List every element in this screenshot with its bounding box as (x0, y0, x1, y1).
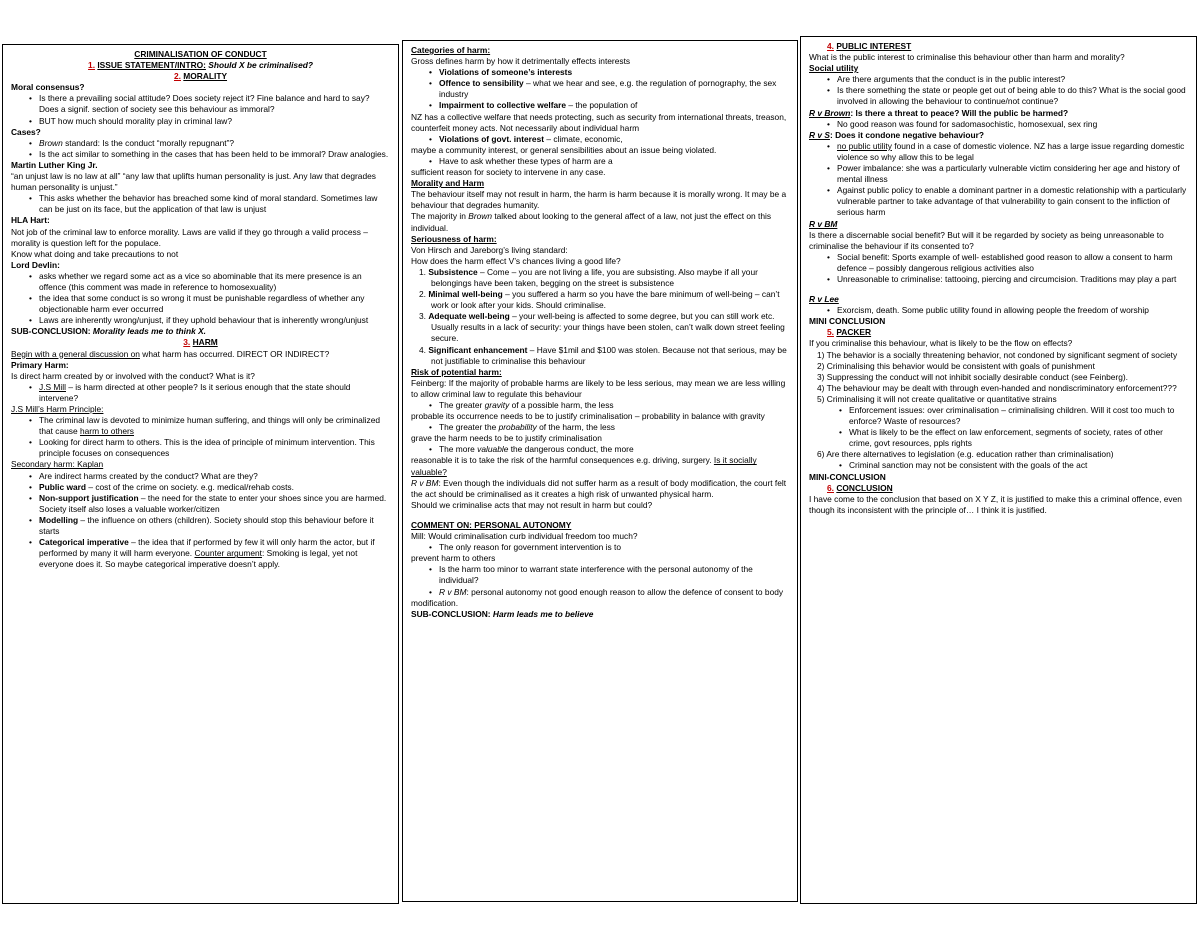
bullet-list (411, 444, 789, 455)
list-item (439, 100, 789, 111)
case-heading (809, 108, 1188, 119)
list-item: • Is there a prevailing social attitude? Does society reject it? Fine balance and hard to say? Does a signif. section of society see this behaviour as immoral? (39, 93, 390, 115)
term: Subsistence (428, 266, 478, 277)
list-item: • the idea that some conduct is so wrong it must be punishable regardless of whether any objectionable harm ever occurred (39, 293, 390, 315)
list-text: The greater the (439, 422, 499, 433)
term: Public ward (39, 481, 87, 492)
list-text: The greater (439, 400, 485, 410)
term: Impairment to collective welfare (439, 100, 567, 111)
bullet-list (411, 134, 789, 145)
term: Violations of govt. interest (439, 133, 545, 144)
section-heading: PUBLIC INTEREST (836, 41, 912, 51)
list-item: • Looking for direct harm to others. This is the idea of principle of minimum intervention. This principle focuses on consequences (39, 437, 390, 459)
list-item: • Are there arguments that the conduct is in the public interest? (837, 74, 1188, 85)
section-number: 5. (827, 327, 834, 338)
subheading: Secondary harm: Kaplan (11, 459, 104, 470)
subheading: Seriousness of harm: (411, 233, 497, 244)
paragraph (411, 478, 789, 500)
case-name: R v BM (809, 218, 838, 229)
term: Adequate well-being (428, 311, 510, 322)
numbered-item: 1) The behavior is a socially threatening behavior, not condoned by significant segment of society (817, 349, 1178, 360)
list-text: – Come – you are not living a life, you are subsisting. Also maybe if all your belongings have been taken, begging on the street is subsistence (431, 266, 758, 288)
subheading: Categories of harm: (411, 45, 491, 55)
bullet-list (809, 252, 1188, 285)
paragraph: Gross defines harm by how it detrimentally effects interests (411, 56, 631, 67)
column-right (800, 36, 1197, 904)
case-name: R v BM (411, 477, 439, 488)
section-heading: PACKER (836, 327, 872, 338)
list-text: no public utility (837, 140, 892, 151)
bullet-list (411, 156, 789, 167)
paragraph: Is direct harm created by or involved with the conduct? What is it? (11, 370, 255, 381)
paragraph: If you criminalise this behaviour, what is likely to be the flow on effects? (809, 338, 1073, 349)
section-number: 2. (173, 71, 181, 82)
sub-conclusion-text: Harm leads me to believe (492, 608, 594, 619)
bullet-list (411, 564, 789, 597)
list-item (439, 422, 789, 433)
list-text: – you suffered a harm so you have the bare minimum of well-being – can’t work or look after your kids. Should criminalise. (431, 289, 780, 311)
list-item: • Unreasonable to criminalise: tattooing, piercing and circumcision. Traditions may play a part (837, 274, 1188, 285)
list-text: – the need for the state to enter your shoes since you are harmed. Society itself also loses a valuable worker/citizen (39, 492, 387, 514)
paragraph (411, 211, 789, 233)
bullet-list (11, 415, 390, 459)
case-name: Brown (39, 137, 63, 148)
term: Offence to sensibility (439, 78, 524, 89)
list-text: The criminal law is devoted to minimize human suffering, and things will only be criminalized that cause (39, 415, 381, 437)
subheading: Morality and Harm (411, 178, 485, 189)
case-name: R v BM (439, 586, 467, 597)
sub-conclusion-text: Morality leads me to think X. (92, 326, 206, 337)
list-item (439, 78, 789, 100)
paragraph: modification. (411, 597, 459, 608)
list-text: – cost of the crime on society. e.g. medical/rehab costs. (86, 481, 294, 492)
list-text: – the influence on others (children). Society should stop this behaviour before it starts (39, 514, 374, 537)
subheading: Cases? (11, 126, 41, 137)
list-item: • Against public policy to enable a dominant partner in a domestic relationship with a particularly vulnerable partner to take advantage of that vulnerability to gain consent to the infliction of serious harm (837, 185, 1188, 218)
bullet-list (11, 138, 390, 160)
list-item: • Power imbalance: she was a particularly vulnerable victim considering her age and history of mental illness (837, 163, 1188, 185)
list-text: The behaviour may be dealt with through even-handed and nondiscriminatory enforcement??? (826, 382, 1177, 393)
list-text: – is harm directed at other people? Is it serious enough that the state should intervene? (39, 381, 351, 403)
section-number: 4. (827, 41, 834, 51)
list-item (39, 493, 390, 515)
paragraph-text: The majority in (411, 211, 469, 222)
bullet-list (809, 460, 1188, 471)
term: Modelling (39, 514, 79, 525)
bullet-list (11, 193, 390, 215)
list-item (439, 400, 789, 411)
bullet-list (809, 305, 1188, 316)
numbered-item: 6) Are there alternatives to legislation (e.g. education rather than criminalisation) (817, 449, 1114, 460)
bullet-list (411, 422, 789, 433)
paragraph: maybe a community interest, or general sensibilities about an issue being violated. (411, 144, 717, 155)
paragraph: sufficient reason for society to intervene in any case. (411, 167, 606, 178)
author-name: J.S Mill (39, 381, 66, 392)
list-text: – Have $1mil and $100 was stolen. Because not that serious, may be not justifiable to criminalise this behaviour (431, 344, 787, 366)
numbered-item: 3. Adequate well-being – your well-being is affected to some degree, but you can still work etc. Usually results in a lack of security: your things have been stolen, can’t walk down street feeling secure. (419, 311, 785, 344)
list-item: • Social benefit: Sports example of well- established good reason to allow a consent to harm defence – possibly dangerous religious activities also (837, 252, 1188, 274)
case-question: : Does it condone negative behaviour? (829, 129, 984, 140)
paragraph-text: reasonable it is to take the risk of the harmful consequences e.g. driving, surgery. (411, 455, 714, 466)
paragraph: grave the harm needs to be to justify criminalisation (411, 433, 602, 444)
paragraph: How does the harm effect V’s chances living a good life? (411, 255, 621, 266)
section-heading: ISSUE STATEMENT/INTRO: (97, 60, 206, 71)
list-text: : Smoking is legal, yet not everyone does it. So maybe categorical imperative doesn’t apply. (39, 548, 358, 570)
bullet-list (11, 271, 390, 326)
list-item (39, 482, 390, 493)
bullet-list (411, 67, 789, 111)
list-item: • What is likely to be the effect on law enforcement, segments of society, rates of other crime, govt resources, ppls rights (849, 427, 1188, 449)
list-item: • Is there something the state or people get out of being able to do this? What is the social good involved in allowing the behaviour to continue/not continue? (837, 85, 1188, 107)
list-item: • Is the harm too minor to warrant state interference with the personal autonomy of the individual? (439, 564, 789, 586)
list-item: • The only reason for government intervention is to (439, 542, 789, 553)
list-text: Criminalising this behavior would be consistent with goals of punishment (826, 360, 1095, 371)
list-text: The more (439, 444, 478, 455)
section-heading: MORALITY (183, 71, 228, 82)
mini-conclusion: MINI CONCLUSION (809, 316, 886, 327)
list-item: • Criminal sanction may not be consistent with the goals of the act (849, 460, 1188, 471)
list-item: • No good reason was found for sadomasochistic, homosexual, sex ring (837, 119, 1188, 130)
sub-conclusion-label: SUB-CONCLUSION: (411, 608, 491, 619)
subheading: Martin Luther King Jr. (11, 159, 98, 170)
term: Non-support justification (39, 492, 139, 503)
list-text: – your well-being is affected to some degree, but you can still work etc. Usually results in a lack of security: your things have been stolen, can’t walk down street feeling secure. (431, 311, 785, 344)
subheading: Social utility (809, 63, 859, 74)
paragraph: Mill: Would criminalisation curb individual freedom too much? (411, 531, 638, 542)
paragraph: probable its occurrence needs to be to justify criminalisation – probability in balance with gravity (411, 411, 765, 422)
paragraph: Not job of the criminal law to enforce morality. Laws are valid if they go through a valid process – morality is question left for the populace. (11, 226, 368, 248)
paragraph: The behaviour itself may not result in harm, the harm is harm because it is morally wrong. It may be a behaviour that degrades humanity. (411, 189, 787, 211)
case-name: Brown (468, 211, 492, 222)
numbered-item: 2) Criminalising this behavior would be consistent with goals of punishment (817, 360, 1095, 371)
list-text: Suppressing the conduct will not inhibit socially desirable conduct (see Feinberg). (826, 371, 1128, 382)
list-text: Are there alternatives to legislation (e.g. education rather than criminalisation) (826, 449, 1114, 460)
subheading: Lord Devlin: (11, 259, 60, 270)
list-text: of the harm, the less (536, 422, 615, 433)
list-text: – what we hear and see, e.g. the regulation of pornography, the sex industry (439, 78, 777, 100)
bullet-list (809, 74, 1188, 107)
numbered-item: 4. Significant enhancement – Have $1mil and $100 was stolen. Because not that serious, may be not justifiable to criminalise this behaviour (419, 344, 787, 366)
list-item (39, 138, 390, 149)
list-text: The behavior is a socially threatening behavior, not condoned by significant segment of society (826, 349, 1178, 360)
list-item: • Are indirect harms created by the conduct? What are they? (39, 471, 390, 482)
mini-conclusion: MINI-CONCLUSION (809, 471, 886, 482)
bullet-list (809, 405, 1188, 449)
quote: “an unjust law is no law at all” “any law that uplifts human personality is just. Any law that degrades human personality is unjust.” (11, 171, 376, 193)
list-item: • BUT how much should morality play in criminal law? (39, 116, 390, 127)
list-item (39, 415, 390, 437)
list-item (439, 134, 789, 145)
list-item (39, 382, 390, 404)
case-question: : Is there a threat to peace? Will the public be harmed? (850, 107, 1069, 118)
list-text: : personal autonomy not good enough reason to allow the defence of consent to body (466, 586, 784, 597)
bullet-list (11, 382, 390, 404)
bullet-list (11, 93, 390, 126)
numbered-item: 2. Minimal well-being – you suffered a harm so you have the bare minimum of well-being – can’t work or look after your kids. Should criminalise. (419, 289, 780, 311)
paragraph: prevent harm to others (411, 553, 496, 564)
subheading: COMMENT ON: PERSONAL AUTONOMY (411, 519, 572, 530)
list-text: standard: Is the conduct “morally repugnant”? (62, 137, 235, 148)
list-text: valuable (477, 444, 509, 455)
term: Minimal well-being (428, 289, 503, 300)
column-left (2, 44, 399, 904)
case-name: R v S (809, 129, 830, 140)
section-heading: HARM (192, 337, 218, 348)
case-name: R v Lee (809, 294, 839, 305)
list-item (39, 515, 390, 537)
subheading: J.S Mill’s Harm Principle: (11, 404, 104, 414)
list-text: the dangerous conduct, the more (508, 444, 634, 455)
paragraph: Is there a discernable social benefit? But will it be regarded by society as being unreasonable to criminalise the behaviour if its consented to? (809, 229, 1164, 251)
list-item: • Violations of someone’s interests (439, 67, 789, 78)
paragraph: Von Hirsch and Jareborg’s living standard: (411, 244, 568, 255)
list-item: • This asks whether the behavior has breached some kind of moral standard. Sometimes law can be just on its face, but the application of that law is unjust (39, 193, 390, 215)
list-text: found in a case of domestic violence. NZ has a large issue regarding domestic violence so why allow this to be legal (837, 140, 1185, 162)
paragraph: What is the public interest to criminalise this behaviour other than harm and morality? (809, 52, 1125, 63)
document-title: CRIMINALISATION OF CONDUCT (134, 49, 267, 59)
subheading: Primary Harm: (11, 359, 69, 370)
bullet-list (809, 141, 1188, 219)
numbered-item: 1. Subsistence – Come – you are not living a life, you are subsisting. Also maybe if all your belongings have been taken, begging on the street is subsistence (419, 266, 758, 288)
issue-question: Should X be criminalised? (208, 60, 313, 71)
paragraph-text: talked about looking to the general affect of a law, not just the effect on this individual. (411, 211, 772, 233)
list-text: of a possible harm, the less (509, 400, 614, 410)
list-item (837, 141, 1188, 163)
bullet-list (411, 542, 789, 553)
list-item: • Laws are inherently wrong/unjust, if they uphold behaviour that is inherently wrong/unjust (39, 315, 390, 326)
list-text: Criminalising it will not create qualitative or quantitative strains (826, 393, 1057, 404)
list-item: • Have to ask whether these types of harm are a (439, 156, 789, 167)
numbered-item: 4) The behaviour may be dealt with through even-handed and nondiscriminatory enforcement??? (817, 382, 1177, 393)
bullet-list (411, 400, 789, 411)
subheading: Moral consensus? (11, 82, 85, 93)
conclusion-text: I have come to the conclusion that based on X Y Z, it is justified to make this a criminal offence, even though its inconsistent with the principle of… I think it is justified. (809, 493, 1182, 515)
list-text: gravity (484, 400, 510, 410)
list-item: • Is the act similar to something in the cases that has been held to be immoral? Draw analogies. (39, 149, 390, 160)
subheading: Risk of potential harm: (411, 366, 502, 377)
list-text: – climate, economic, (544, 133, 623, 144)
section-number: 6. (827, 482, 834, 493)
paragraph-text: Begin with a general discussion on (11, 348, 140, 359)
numbered-item: 5) Criminalising it will not create qualitative or quantitative strains (817, 393, 1057, 404)
case-name: R v Brown (809, 107, 851, 118)
list-item (439, 444, 789, 455)
paragraph: Feinberg: If the majority of probable harms are likely to be less serious, may mean we are less willing to allow criminal law to regulate this behaviour (411, 377, 786, 399)
list-text: harm to others (79, 426, 134, 437)
term: Categorical imperative (39, 537, 129, 548)
list-text: probability (498, 422, 537, 433)
paragraph-text: Is it socially valuable? (411, 455, 757, 477)
paragraph: Know what doing and take precautions to not (11, 248, 179, 259)
list-item: • Exorcism, death. Some public utility found in allowing people the freedom of worship (837, 305, 1188, 316)
subheading: HLA Hart: (11, 215, 50, 226)
sub-conclusion-label: SUB-CONCLUSION: (11, 326, 91, 337)
paragraph (411, 455, 789, 477)
section-number: 1. (88, 60, 96, 71)
numbered-item: 3) Suppressing the conduct will not inhibit socially desirable conduct (see Feinberg). (817, 371, 1128, 382)
column-middle (402, 40, 798, 902)
list-item (439, 587, 789, 598)
paragraph-text: what harm has occurred. DIRECT OR INDIRECT? (139, 348, 330, 359)
list-item (39, 537, 390, 570)
list-item: • Enforcement issues: over criminalisation – criminalising children. Will it cost too much to enforce? Waste of resources? (849, 405, 1188, 427)
list-text: Counter argument (194, 548, 262, 559)
case-heading (809, 130, 1188, 141)
bullet-list (11, 471, 390, 571)
list-item: • asks whether we regard some act as a vice so abominable that its mere presence is an offence (this comment was made in reference to homosexuality) (39, 271, 390, 293)
section-number: 3. (183, 337, 191, 348)
paragraph: Should we criminalise acts that may not result in harm but could? (411, 499, 653, 510)
bullet-list (809, 119, 1188, 130)
list-text: – the idea that if performed by few it will only harm the actor, but if performed by many it will harm everyone. (39, 537, 375, 559)
section-heading: CONCLUSION (836, 482, 893, 493)
paragraph: NZ has a collective welfare that needs protecting, such as security from international threats, treason, counterfeit money acts. Not necessarily about individual harm (411, 111, 787, 133)
paragraph-text: : Even though the individuals did not suffer harm as a result of body modification, the court felt the act should be criminalised as it creates a high risk of unwanted physical harm. (411, 477, 787, 499)
term: Significant enhancement (428, 344, 528, 355)
list-text: – the population of (566, 100, 638, 111)
